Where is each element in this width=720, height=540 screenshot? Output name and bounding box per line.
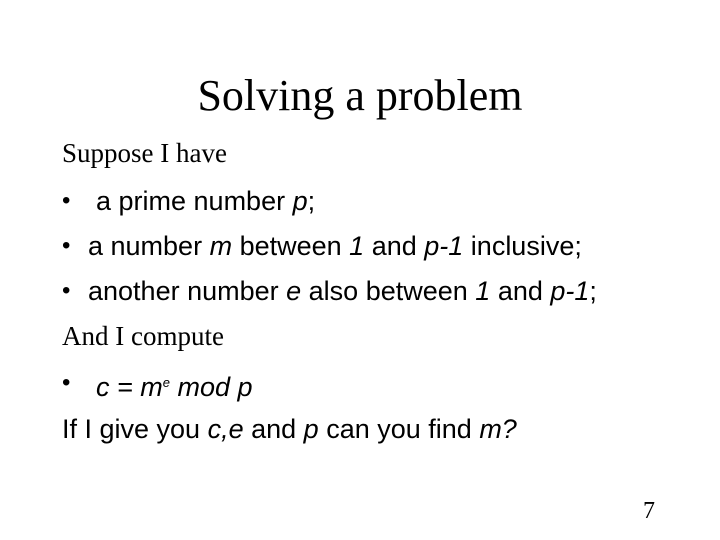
var-m: m? [479, 414, 517, 444]
var-p-minus-1: p-1 [424, 231, 464, 261]
bullet-icon: • [62, 277, 71, 304]
intro-text: Suppose I have [62, 138, 227, 168]
var-m: m [209, 231, 233, 261]
question-text: If I give you c,e and p can you find m? [62, 414, 517, 444]
compute-text: And I compute [62, 321, 224, 351]
slide-title: Solving a problem [197, 71, 523, 120]
bullet-text-2: a number m between 1 and p-1 inclusive; [88, 231, 582, 261]
bullet-icon: • [62, 369, 71, 396]
var-1: 1 [349, 231, 365, 261]
bullet-icon: • [62, 187, 71, 214]
formula-text: $c = m^e$ mod p [96, 372, 253, 402]
bullet-icon: • [62, 232, 71, 259]
exponent: e [162, 375, 170, 390]
var-e: e [286, 276, 302, 306]
var-p: p [303, 414, 319, 444]
var-1: 1 [475, 276, 491, 306]
var-p: p [292, 186, 308, 216]
page-number: 7 [643, 498, 655, 524]
bullet-text-1: a prime number p; [96, 186, 316, 216]
bullet-text-3: another number e also between 1 and p-1; [88, 276, 597, 306]
var-p-minus-1: p-1 [550, 276, 590, 306]
var-c-e: c,e [207, 414, 244, 444]
